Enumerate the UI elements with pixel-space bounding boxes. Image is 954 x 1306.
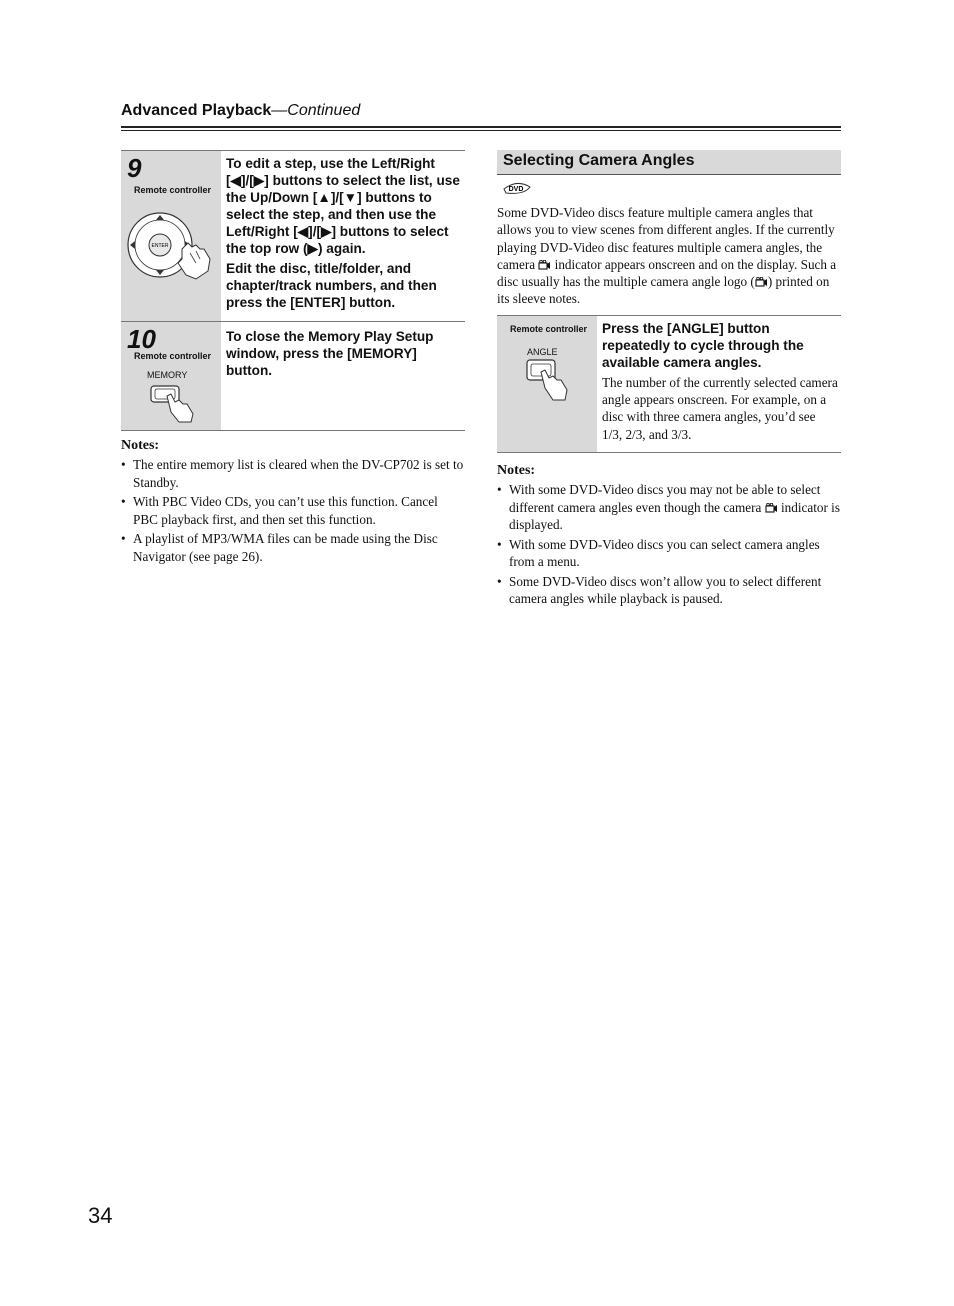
note-item: • With some DVD-Video discs you can select camera angles from a menu. [497,536,841,571]
note-item: • A playlist of MP3/WMA files can be made using the Disc Navigator (see page 26). [121,530,465,565]
step-10 [121,321,465,431]
camera-angle-icon [765,503,778,513]
section-intro [497,204,841,308]
camera-angle-icon [538,260,551,270]
remote-controller-label: Remote controller [134,185,212,195]
step-9-text-1: To edit a step, use the Left/Right [◀]/[▶] buttons to select the list, use the Up/Down [▲]/[▼] buttons to select the step, and then use the Left/Right [◀]/[▶] buttons to select the top row (▶) again. [226,156,460,256]
note-item: • Some DVD-Video discs won’t allow you to select different camera angles while playback is paused. [497,573,841,608]
step-9-illustration-panel [121,151,221,321]
dvd-logo-text: DVD [508,186,524,193]
remote-controller-label: Remote controller [510,324,588,334]
note-item [497,481,841,534]
step-9-text-2: Edit the disc, title/folder, and chapter/track numbers, and then press the [ENTER] button. [226,261,437,310]
note-item: • The entire memory list is cleared when the DV-CP702 is set to Standby. [121,456,465,491]
note-1-text-a: With some DVD-Video discs you may not be able to select different camera angles even though the camera [509,482,821,515]
section-title: Selecting Camera Angles [503,152,695,169]
notes-title: Notes: [121,438,160,453]
header-continued: —Continued [271,102,361,119]
header-title: Advanced Playback [121,102,272,119]
pressing-hand-icon [149,382,199,424]
step-10-illustration-panel [121,322,221,430]
angle-button-label: ANGLE [527,347,558,357]
remote-controller-label: Remote controller [134,351,212,361]
intro-text-b: indicator appears onscreen and on the display. Such a disc usually has the multiple camera angle logo ( [497,256,837,290]
pressing-hand-icon [525,358,575,402]
notes-left [121,438,465,567]
step-number: 10 [127,324,156,354]
section-heading [497,150,841,175]
angle-detail: The number of the currently selected camera angle appears onscreen. For example, on a disc with three camera angles, you’d see 1/3, 2/3, and 3/3. [602,375,838,442]
angle-instruction: Press the [ANGLE] button repeatedly to cycle through the available camera angles. [602,321,804,370]
directional-pad-icon [126,209,218,287]
enter-button-label: ENTER [151,243,169,249]
step-10-instructions [226,328,464,382]
intro-text-c: ) printed on its sleeve notes. [497,274,830,307]
dvd-logo-icon [502,181,532,195]
step-9 [121,150,465,321]
step-number: 9 [127,153,142,183]
note-1-text-b: indicator is displayed. [509,499,840,532]
intro-text-a: Some DVD-Video discs feature multiple camera angles that allows you to view scenes from different angles. If the currently playing DVD-Video disc features multiple camera angles, the camera [497,205,835,272]
notes-right [497,463,841,610]
step-9-instructions [226,155,464,314]
header-rule-thin [121,130,841,131]
angle-step [497,315,841,453]
step-10-text-1: To close the Memory Play Setup window, press the [MEMORY] button. [226,329,434,378]
angle-step-illustration-panel [497,316,597,452]
camera-angle-logo-icon [755,277,768,287]
header-rule [121,126,841,128]
memory-button-label: MEMORY [147,370,188,380]
notes-title: Notes: [497,463,536,478]
note-item: • With PBC Video CDs, you can’t use this function. Cancel PBC playback first, and then set this function. [121,493,465,528]
page-number: 34 [88,1203,113,1228]
page-header [121,102,841,120]
